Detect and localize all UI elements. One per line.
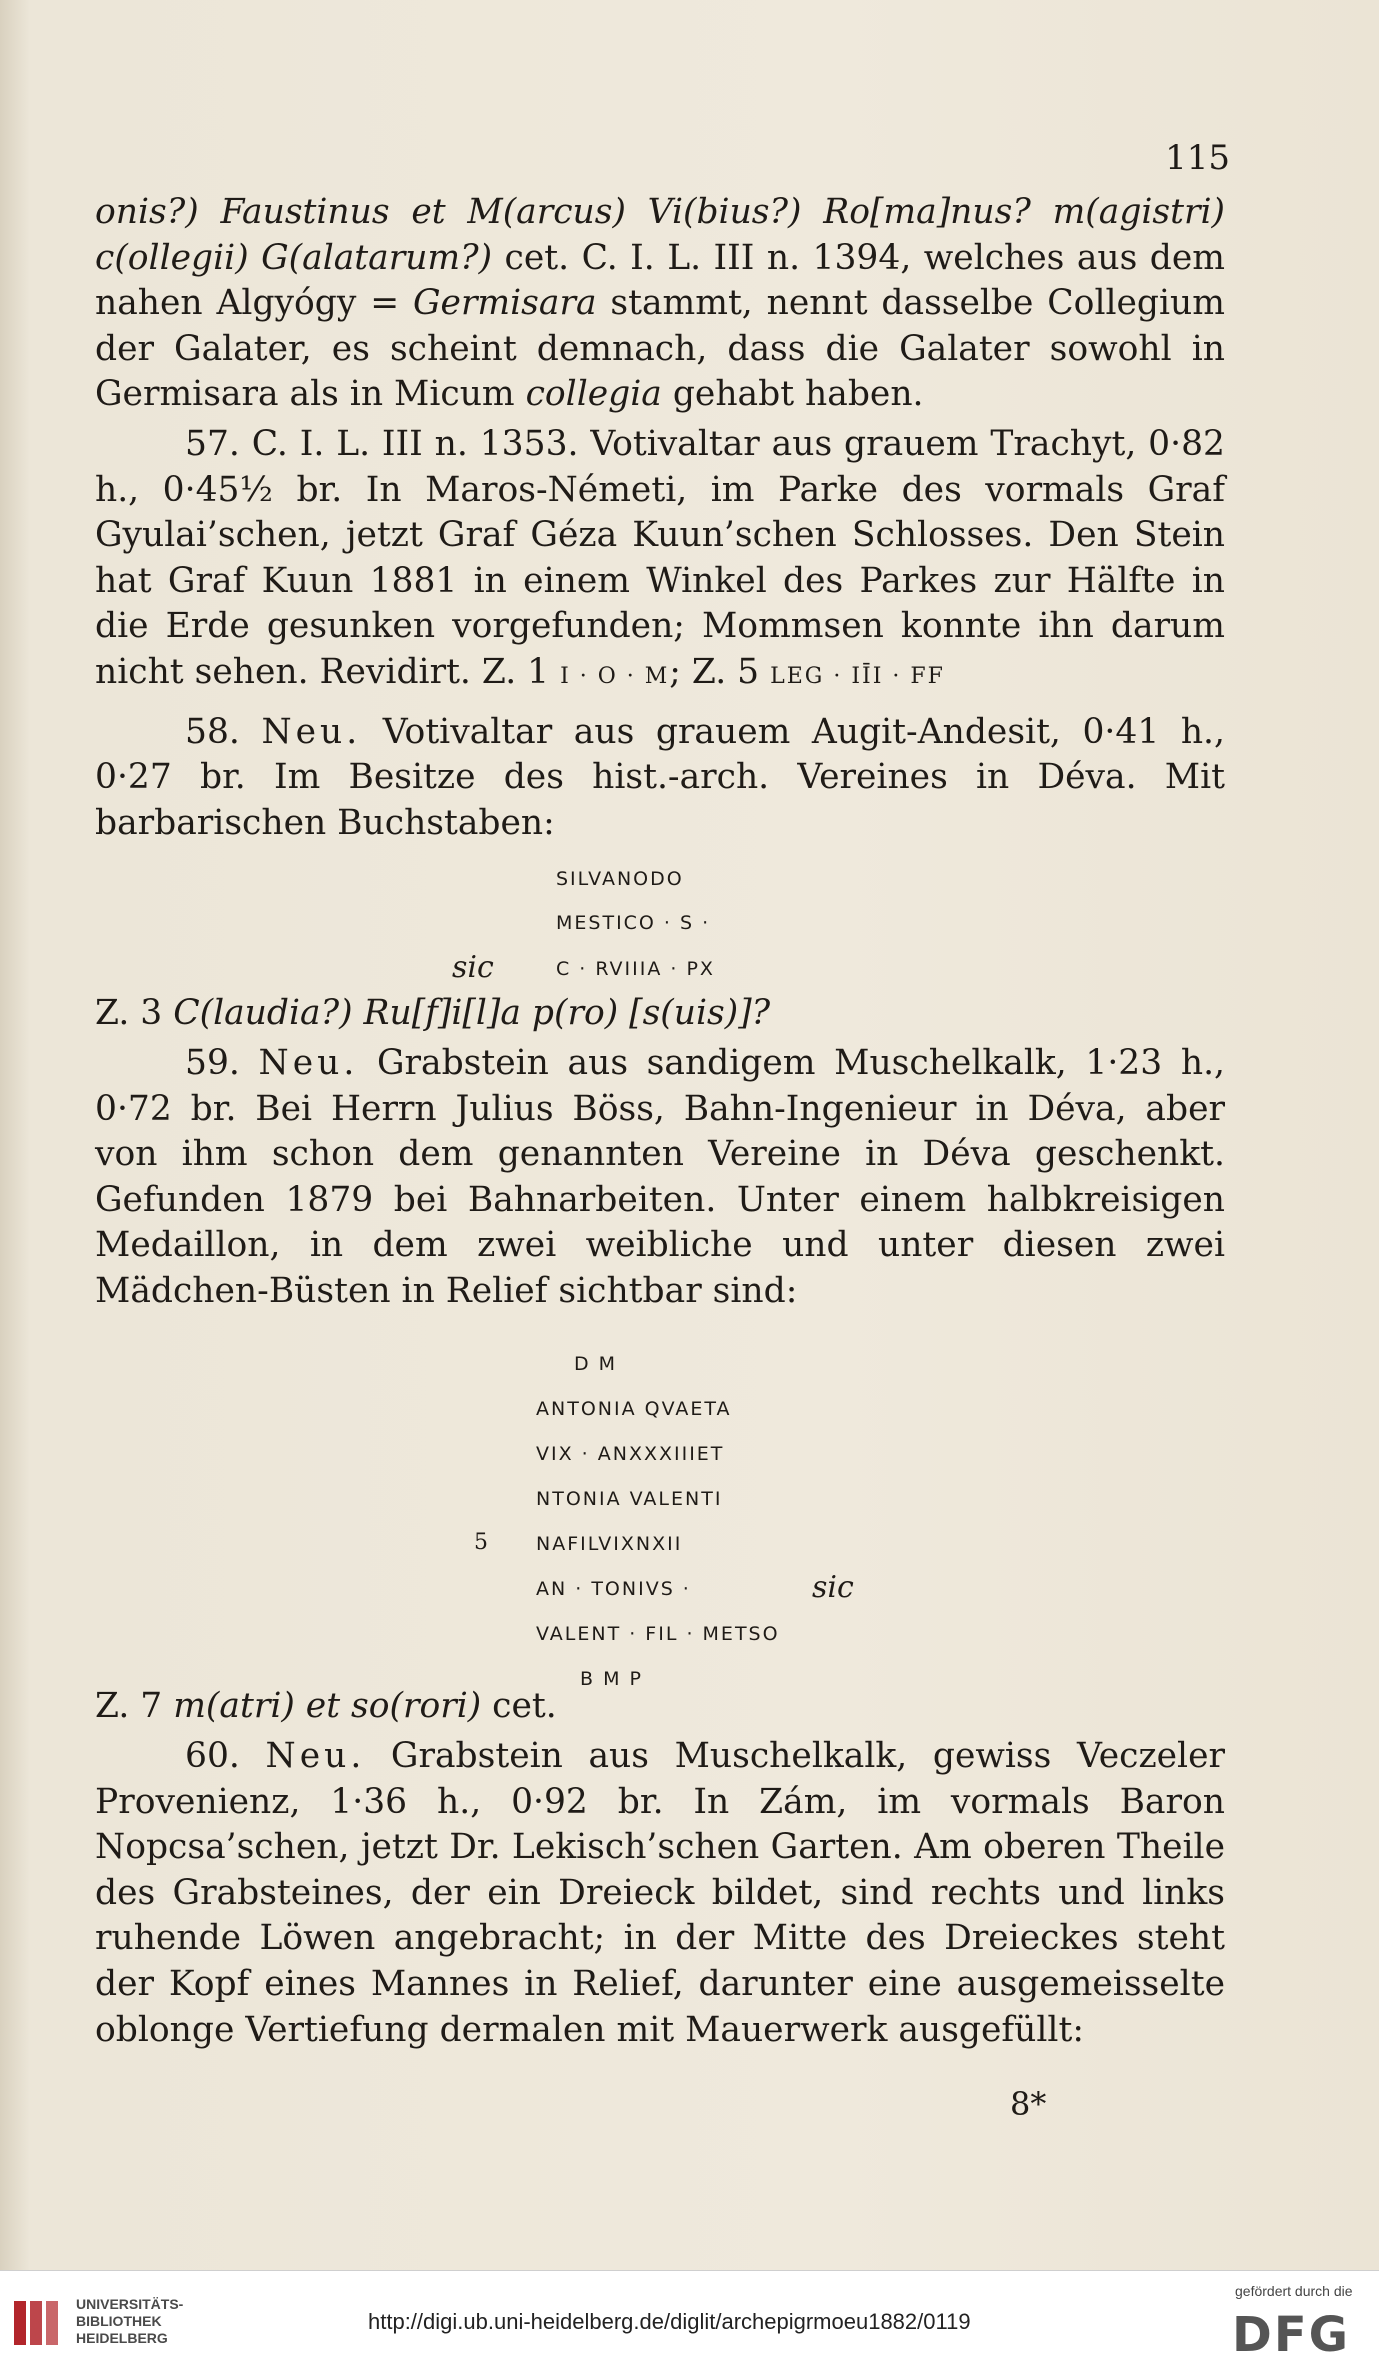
italic-text: C(laudia?) Ru[f]i[l]a p(ro) [s(uis)]? [173,993,771,1034]
inscription-2-line-5: NAFILVIXNXII [536,1533,683,1555]
inscription-1-line-2: MESTICO · S · [556,912,711,934]
text-run: cet. C. I. L. III n. 1394, welches aus dem nahen Algyógy = [95,237,1225,324]
page-number: 115 [1165,138,1230,178]
inscription-1-line-3: C · RVIIIA · PX [556,958,715,980]
inscription-2-line-7: VALENT · FIL · METSO [536,1623,780,1645]
paragraph-z3 [95,991,1225,1037]
italic-text: m(atri) et so(rori) [173,1686,482,1727]
uni-line-3: HEIDELBERG [76,2330,168,2346]
text-run: Z. 7 [95,1686,174,1727]
text-run: 58. [185,711,262,752]
paragraph-60 [95,1734,1225,2053]
sic-note: sic [812,1570,854,1605]
university-seal-icon [12,2295,68,2351]
dfg-logo: DFG [1232,2307,1351,2363]
italic-text: Germisara [412,283,597,324]
inscription-2-line-8: B M P [580,1668,643,1690]
inscription-2-line-4: NTONIA VALENTI [536,1488,723,1510]
inscription-1-line-1: SILVANODO [556,868,684,890]
uni-line-1: UNIVERSITÄTS- [76,2296,184,2312]
university-library-name [76,2296,183,2347]
italic-text: collegia [525,374,662,415]
spaced-neu: Neu. [261,711,362,752]
text-run: 57. C. I. L. III n. 1353. Votivaltar aus grauem Trachyt, 0·82 h., 0·45½ br. In Maros-Németi, im Parke des vormals Graf Gyulai’schen, jetzt Graf Géza Kuun’schen Schlosses. Den Stein hat Graf Kuun 1881 in einem Winkel des Parkes zur Hälfte in die Erde gesunken vorgefunden; Mommsen konnte ihn darum nicht sehen. Revidirt. Z. 1 [95,423,1225,692]
uni-line-2: BIBLIOTHEK [76,2313,162,2329]
inscription-quote: LEG · IĪI · FF [770,663,945,689]
inscription-2-line-6: AN · TONIVS · [536,1578,691,1600]
text-run: gehabt haben. [661,374,924,415]
paragraph-58 [95,710,1225,847]
spaced-neu: Neu. [265,1736,366,1777]
dfg-caption: gefördert durch die [1235,2283,1353,2299]
text-run: Grabstein aus Muschelkalk, gewiss Veczeler Provenienz, 1·36 h., 0·92 br. In Zám, im vormals Baron Nopcsa’schen, jetzt Dr. Lekisch’schen Garten. Am oberen Theile des Grabsteines, der ein Dreieck bildet, sind rechts und links ruhende Löwen angebracht; in der Mitte des Dreieckes steht der Kopf eines Mannes in Relief, darunter eine ausgemeisselte oblonge Vertiefung dermalen mit Mauerwerk ausgefüllt: [95,1736,1225,2050]
body-text [95,190,1225,2053]
inscription-line-number: 5 [474,1530,488,1555]
inscription-2-line-2: ANTONIA QVAETA [536,1398,732,1420]
text-run: Grabstein aus sandigem Muschelkalk, 1·23 h., 0·72 br. Bei Herrn Julius Böss, Bahn-Ingenieur in Déva, aber von ihm schon dem genannten Vereine in Déva geschenkt. Gefunden 1879 bei Bahnarbeiten. Unter einem halbkreisigen Medaillon, in dem zwei weibliche und unter diesen zwei Mädchen-Büsten in Relief sichtbar sind: [95,1042,1225,1311]
text-run: ; Z. 5 [669,651,771,692]
paragraph-57 [95,422,1225,700]
italic-text: onis?) Faustinus et M(arcus) Vi(bius?) Ro[ma]nus? m(agistri) c(ollegii) G(alatarum?) [95,192,1225,278]
footer-bar [0,2270,1379,2374]
text-run: 59. [185,1042,259,1083]
paragraph-continuation [95,190,1225,418]
sic-note: sic [452,950,494,985]
signature-mark: 8* [1010,2085,1047,2123]
text-run: stammt, nennt dasselbe Collegium der Galater, es scheint demnach, dass die Galater sowohl in Germisara als in Micum [95,283,1225,415]
spaced-neu: Neu. [258,1042,359,1083]
source-url-link[interactable]: http://digi.ub.uni-heidelberg.de/diglit/archepigrmoeu1882/0119 [368,2309,971,2334]
inscription-2-line-3: VIX · ANXXXIIIET [536,1443,725,1465]
text-run: 60. [185,1736,266,1777]
paragraph-z7 [95,1684,1225,1730]
paragraph-59 [95,1041,1225,1315]
inscription-quote: I · O · M [560,663,670,689]
text-run: Z. 3 [95,993,174,1034]
text-run: Votivaltar aus grauem Augit-Andesit, 0·41 h., 0·27 br. Im Besitze des hist.-arch. Vereines in Déva. Mit barbarischen Buchstaben: [95,711,1225,843]
inscription-2-line-1: D M [574,1353,618,1375]
text-run: cet. [481,1686,557,1727]
